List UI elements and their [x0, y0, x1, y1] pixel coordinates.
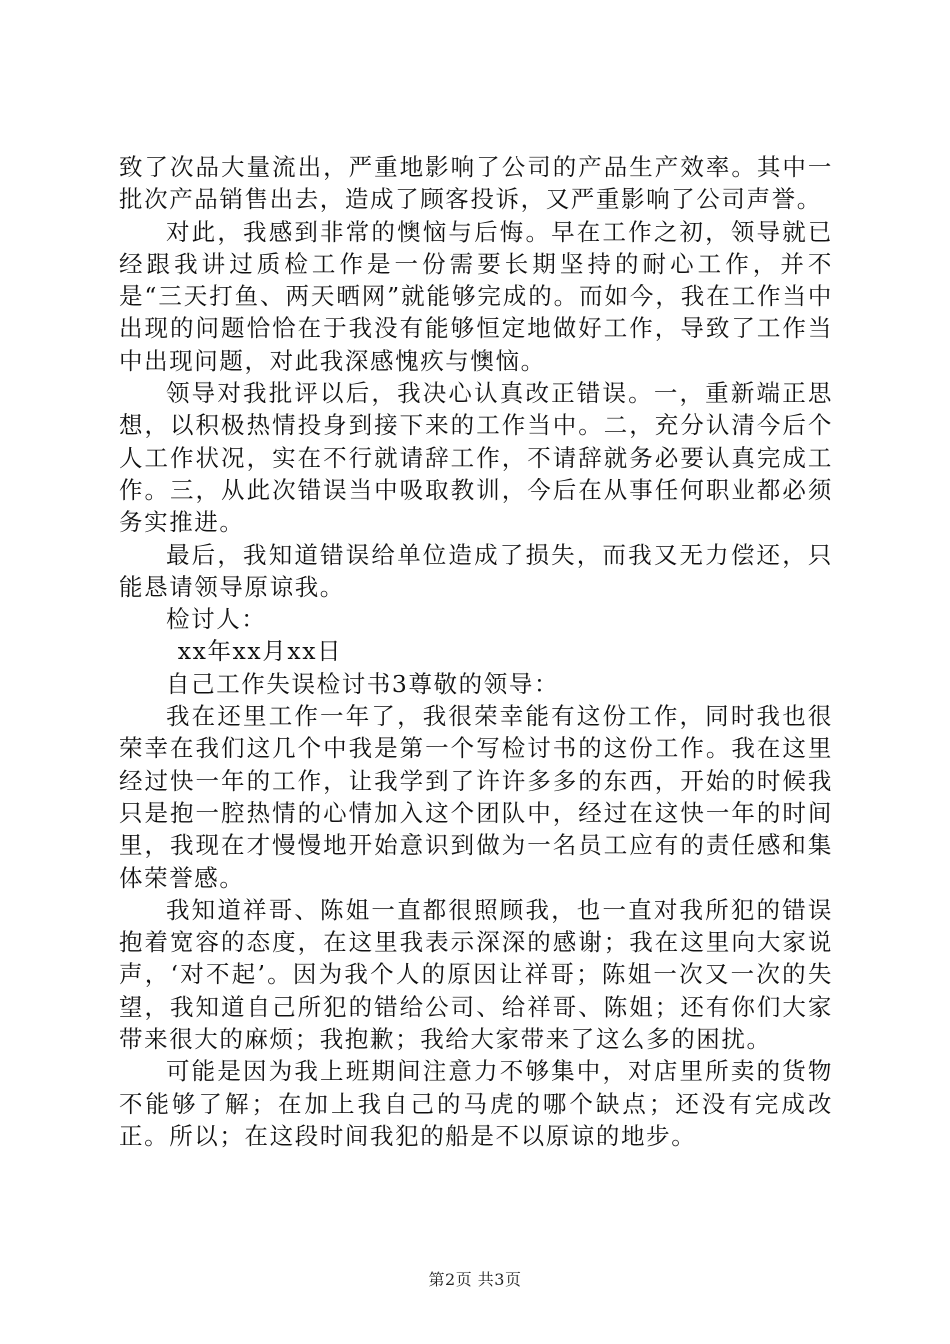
paragraph-continuation: 致了次品大量流出，严重地影响了公司的产品生产效率。其中一批次产品销售出去，造成了顾客投诉，又严重影响了公司声誉。	[119, 153, 833, 214]
signature-date: xx年xx月xx日	[177, 637, 343, 666]
signature-label: 检讨人：	[166, 605, 267, 634]
section-heading: 自己工作失误检讨书3尊敬的领导：	[166, 669, 560, 698]
paragraph-corrections: 领导对我批评以后，我决心认真改正错误。一，重新端正思想，以积极热情投身到接下来的工作当中。二，充分认清今后个人工作状况，实在不行就请辞工作，不请辞就务必要认真完成工作。三，从此次错误当中吸取教训，今后在从事任何职业都必须务实推进。	[119, 379, 833, 537]
paragraph-apology: 最后，我知道错误给单位造成了损失，而我又无力偿还，只能恳请领导原谅我。	[119, 540, 833, 601]
document-body	[119, 151, 833, 1152]
paragraph-work-year: 我在还里工作一年了，我很荣幸能有这份工作，同时我也很荣幸在我们这几个中我是第一个写检讨书的这份工作。我在这里经过快一年的工作，让我学到了许许多多的东西，开始的时候我只是抱一腔热情的心情加入这个团队中，经过在这快一年的时间里，我现在才慢慢地开始意识到做为一名员工应有的责任感和集体荣誉感。	[119, 702, 833, 892]
paragraph-regret: 对此，我感到非常的懊恼与后悔。早在工作之初，领导就已经跟我讲过质检工作是一份需要长期坚持的耐心工作，并不是“三天打鱼、两天晒网”就能够完成的。而如今，我在工作当中出现的问题恰恰在于我没有能够恒定地做好工作，导致了工作当中出现问题，对此我深感愧疚与懊恼。	[119, 217, 833, 375]
paragraph-reason: 可能是因为我上班期间注意力不够集中，对店里所卖的货物不能够了解；在加上我自己的马虎的哪个缺点；还没有完成改正。所以；在这段时间我犯的船是不以原谅的地步。	[119, 1057, 833, 1150]
paragraph-thanks: 我知道祥哥、陈姐一直都很照顾我，也一直对我所犯的错误抱着宽容的态度，在这里我表示深深的感谢；我在这里向大家说声，‘对不起’。因为我个人的原因让祥哥；陈姐一次又一次的失望，我知道自己所犯的错给公司、给祥哥、陈姐；还有你们大家带来很大的麻烦；我抱歉；我给大家带来了这么多的困扰。	[119, 895, 833, 1054]
page-number: 第2页 共3页	[428, 1270, 522, 1289]
